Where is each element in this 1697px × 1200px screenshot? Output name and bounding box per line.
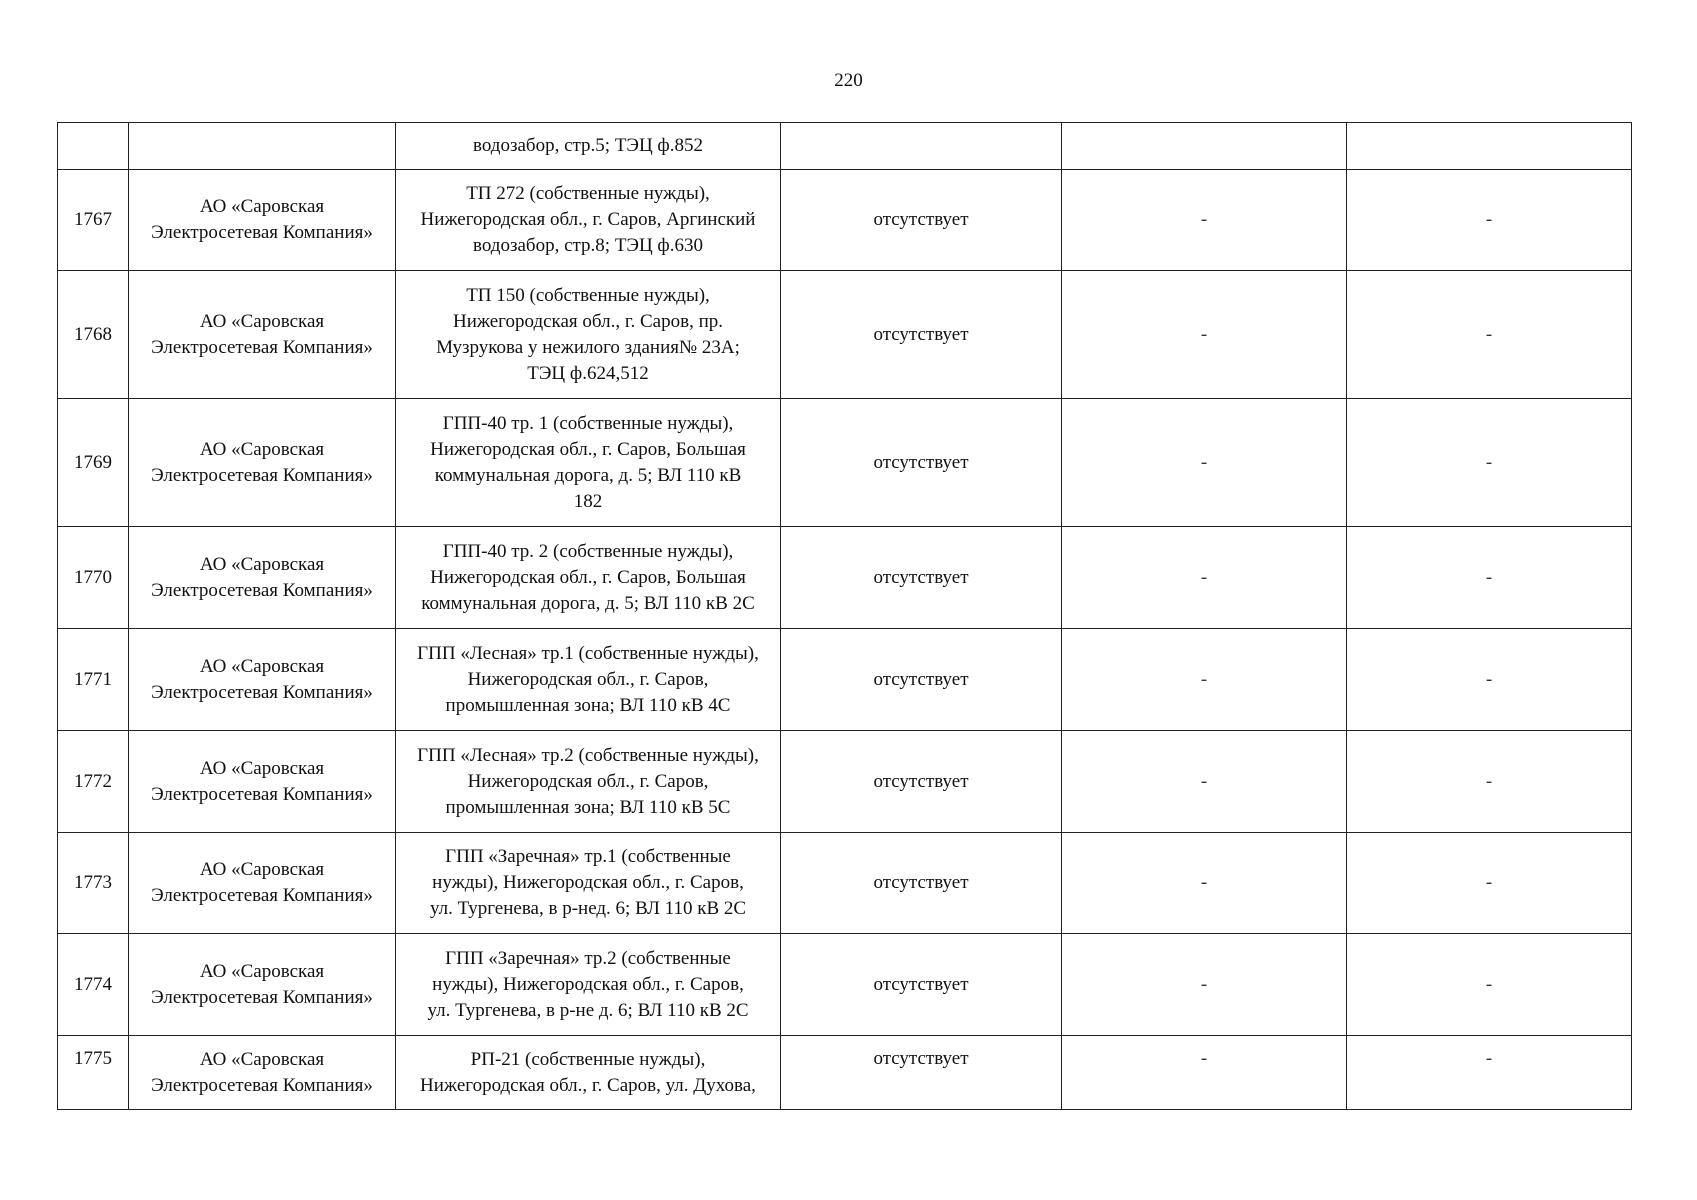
cell-status: отсутствует — [781, 399, 1062, 527]
registry-table — [57, 122, 1632, 1110]
cell-status: отсутствует — [781, 934, 1062, 1036]
cell-address: ТП 272 (собственные нужды), Нижегородская обл., г. Саров, Аргинский водозабор, стр.8; ТЭЦ ф.630 — [396, 170, 781, 271]
table-row — [58, 399, 1632, 527]
cell-address: ГПП-40 тр. 1 (собственные нужды), Нижегородская обл., г. Саров, Большая коммунальная дорога, д. 5; ВЛ 110 кВ 182 — [396, 399, 781, 527]
cell-col5: - — [1062, 833, 1347, 934]
cell-col6: - — [1347, 271, 1632, 399]
cell-num: 1770 — [58, 527, 129, 629]
cell-col5: - — [1062, 731, 1347, 833]
cell-status: отсутствует — [781, 629, 1062, 731]
cell-col5: - — [1062, 1036, 1347, 1110]
cell-org: АО «Саровская Электросетевая Компания» — [129, 271, 396, 399]
table-row — [58, 527, 1632, 629]
table-row — [58, 934, 1632, 1036]
cell-num — [58, 123, 129, 170]
cell-col5: - — [1062, 170, 1347, 271]
cell-num: 1775 — [58, 1036, 129, 1110]
table-row — [58, 271, 1632, 399]
table-row — [58, 833, 1632, 934]
cell-col5: - — [1062, 399, 1347, 527]
cell-col6: - — [1347, 934, 1632, 1036]
cell-address: ТП 150 (собственные нужды), Нижегородская обл., г. Саров, пр. Музрукова у нежилого здания№ 23А; ТЭЦ ф.624,512 — [396, 271, 781, 399]
cell-org — [129, 123, 396, 170]
cell-num: 1767 — [58, 170, 129, 271]
cell-col6: - — [1347, 833, 1632, 934]
cell-address: водозабор, стр.5; ТЭЦ ф.852 — [396, 123, 781, 170]
cell-col6: - — [1347, 629, 1632, 731]
cell-address: ГПП «Заречная» тр.1 (собственные нужды), Нижегородская обл., г. Саров, ул. Тургенева, в р-нед. 6; ВЛ 110 кВ 2С — [396, 833, 781, 934]
cell-org: АО «Саровская Электросетевая Компания» — [129, 629, 396, 731]
table-row — [58, 629, 1632, 731]
cell-num: 1774 — [58, 934, 129, 1036]
cell-org: АО «Саровская Электросетевая Компания» — [129, 934, 396, 1036]
cell-status: отсутствует — [781, 170, 1062, 271]
cell-org: АО «Саровская Электросетевая Компания» — [129, 731, 396, 833]
table-row — [58, 170, 1632, 271]
cell-col6: - — [1347, 731, 1632, 833]
cell-org: АО «Саровская Электросетевая Компания» — [129, 527, 396, 629]
cell-col6: - — [1347, 1036, 1632, 1110]
cell-col6: - — [1347, 399, 1632, 527]
page-number: 220 — [834, 70, 863, 91]
cell-address: ГПП-40 тр. 2 (собственные нужды), Нижегородская обл., г. Саров, Большая коммунальная дорога, д. 5; ВЛ 110 кВ 2С — [396, 527, 781, 629]
cell-num: 1769 — [58, 399, 129, 527]
cell-status: отсутствует — [781, 833, 1062, 934]
cell-col6: - — [1347, 170, 1632, 271]
cell-org: АО «Саровская Электросетевая Компания» — [129, 833, 396, 934]
table-row-continuation — [58, 123, 1632, 170]
cell-org: АО «Саровская Электросетевая Компания» — [129, 399, 396, 527]
cell-col5: - — [1062, 629, 1347, 731]
cell-col6: - — [1347, 527, 1632, 629]
cell-col6 — [1347, 123, 1632, 170]
cell-address: РП-21 (собственные нужды), Нижегородская обл., г. Саров, ул. Духова, — [396, 1036, 781, 1110]
cell-org: АО «Саровская Электросетевая Компания» — [129, 1036, 396, 1110]
cell-status — [781, 123, 1062, 170]
cell-status: отсутствует — [781, 271, 1062, 399]
cell-address: ГПП «Лесная» тр.2 (собственные нужды), Нижегородская обл., г. Саров, промышленная зона; ВЛ 110 кВ 5С — [396, 731, 781, 833]
cell-address: ГПП «Лесная» тр.1 (собственные нужды), Нижегородская обл., г. Саров, промышленная зона; ВЛ 110 кВ 4С — [396, 629, 781, 731]
cell-num: 1771 — [58, 629, 129, 731]
cell-address: ГПП «Заречная» тр.2 (собственные нужды), Нижегородская обл., г. Саров, ул. Тургенева, в р-не д. 6; ВЛ 110 кВ 2С — [396, 934, 781, 1036]
table-row — [58, 1036, 1632, 1110]
cell-status: отсутствует — [781, 527, 1062, 629]
cell-org: АО «Саровская Электросетевая Компания» — [129, 170, 396, 271]
cell-num: 1768 — [58, 271, 129, 399]
cell-status: отсутствует — [781, 731, 1062, 833]
cell-col5: - — [1062, 527, 1347, 629]
cell-col5 — [1062, 123, 1347, 170]
cell-status: отсутствует — [781, 1036, 1062, 1110]
table-row — [58, 731, 1632, 833]
cell-col5: - — [1062, 271, 1347, 399]
cell-col5: - — [1062, 934, 1347, 1036]
cell-num: 1772 — [58, 731, 129, 833]
cell-num: 1773 — [58, 833, 129, 934]
